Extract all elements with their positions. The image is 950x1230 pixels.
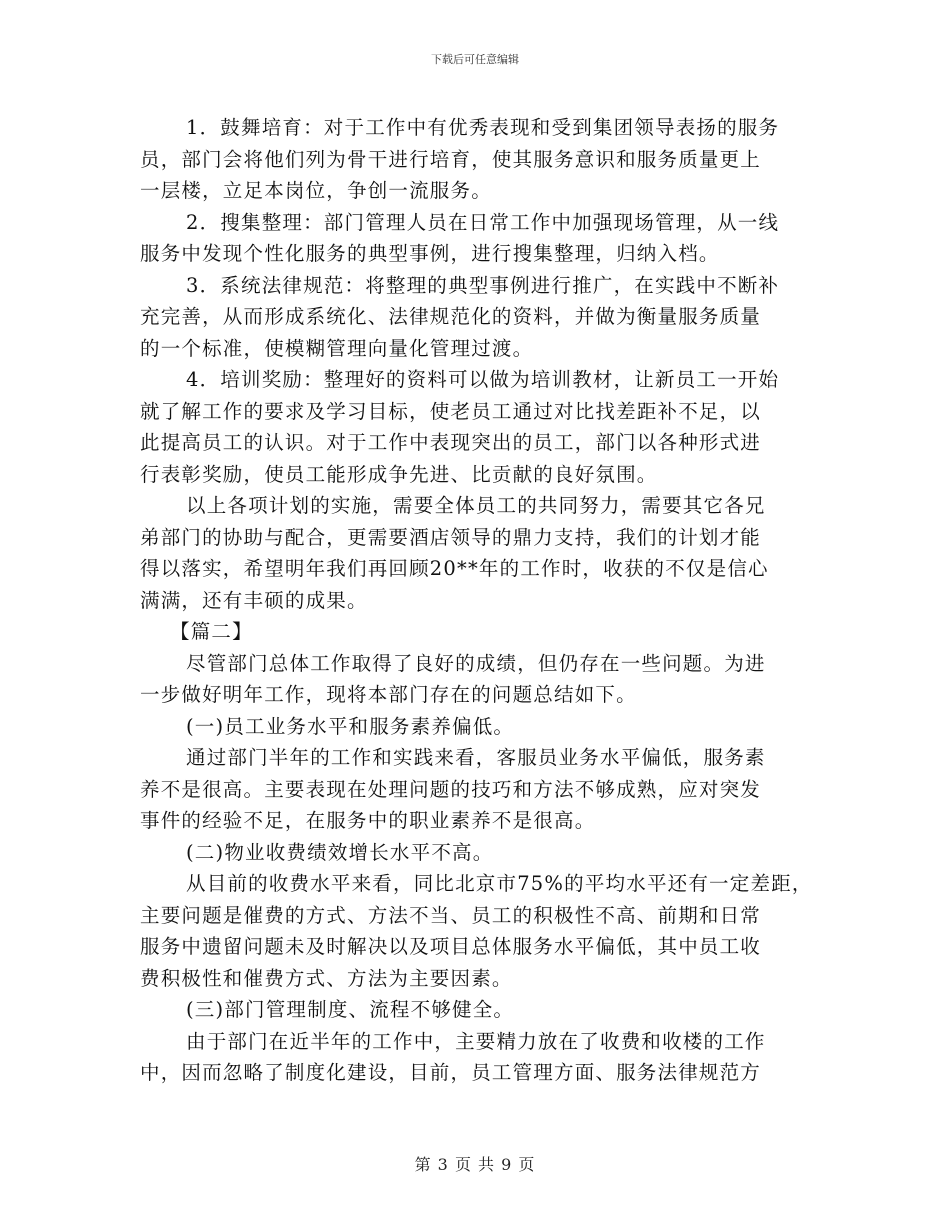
page-header: 下载后可任意编辑 [431,53,519,66]
text-line: 满满，还有丰硕的成果。 [140,588,368,612]
text-line: 行表彰奖励，使员工能形成争先进、比贡献的良好氛围。 [140,462,658,486]
page-footer: 第 3 页 共 9 页 [414,1155,536,1174]
text-line: 以上各项计划的实施，需要全体员工的共同努力，需要其它各兄 [186,494,766,517]
text-line: 养不是很高。主要表现在处理问题的技巧和方法不够成熟，应对突发 [140,777,762,801]
text-line: 1．鼓舞培育：对于工作中有优秀表现和受到集团领导表扬的服务 [186,116,780,139]
document-body [140,112,830,1089]
text-line: 尽管部门总体工作取得了良好的成绩，但仍存在一些问题。为进 [186,651,766,675]
text-line: 弟部门的协助与配合，更需要酒店领导的鼎力支持，我们的计划才能 [140,525,762,549]
text-line: 3．系统法律规范：将整理的典型事例进行推广，在实践中不断补 [186,273,780,297]
text-line: 从目前的收费水平来看，同比北京市75%的平均水平还有一定差距， [186,872,813,895]
text-line: 此提高员工的认识。对于工作中表现突出的员工，部门以各种形式进 [140,431,762,454]
text-line: 由于部门在近半年的工作中，主要精力放在了收费和收楼的工作 [186,1029,766,1053]
text-line: 就了解工作的要求及学习目标，使老员工通过对比找差距补不足，以 [140,399,762,423]
text-line: (三)部门管理制度、流程不够健全。 [186,998,515,1021]
text-line: 一层楼，立足本岗位，争创一流服务。 [140,179,492,202]
text-line: 4．培训奖励：整理好的资料可以做为培训教材，让新员工一开始 [186,368,780,391]
text-line: 主要问题是催费的方式、方法不当、员工的积极性不高、前期和日常 [140,903,762,927]
text-line: 2．搜集整理：部门管理人员在日常工作中加强现场管理，从一线 [186,210,780,234]
text-line: 费积极性和催费方式、方法为主要因素。 [140,966,513,990]
text-line: 得以落实，希望明年我们再回顾20**年的工作时，收获的不仅是信心 [140,557,769,580]
text-line: 员，部门会将他们列为骨干进行培育，使其服务意识和服务质量更上 [140,147,762,171]
text-line: 中，因而忽略了制度化建设，目前，员工管理方面、服务法律规范方 [140,1061,762,1084]
text-line: (一)员工业务水平和服务素养偏低。 [186,714,515,738]
text-line: (二)物业收费绩效增长水平不高。 [186,840,494,864]
text-line: 充完善，从而形成系统化、法律规范化的资料，并做为衡量服务质量 [140,305,762,328]
text-line: 一步做好明年工作，现将本部门存在的问题总结如下。 [140,683,637,706]
text-line: 的一个标准，使模糊管理向量化管理过渡。 [140,336,534,360]
text-line: 通过部门半年的工作和实践来看，客服员业务水平偏低，服务素 [186,746,766,769]
section-heading: 【篇二】 [170,620,253,643]
text-line: 服务中发现个性化服务的典型事例，进行搜集整理，归纳入档。 [140,242,720,265]
text-line: 事件的经验不足，在服务中的职业素养不是很高。 [140,809,596,832]
text-line: 服务中遗留问题未及时解决以及项目总体服务水平偏低，其中员工收 [140,935,762,958]
